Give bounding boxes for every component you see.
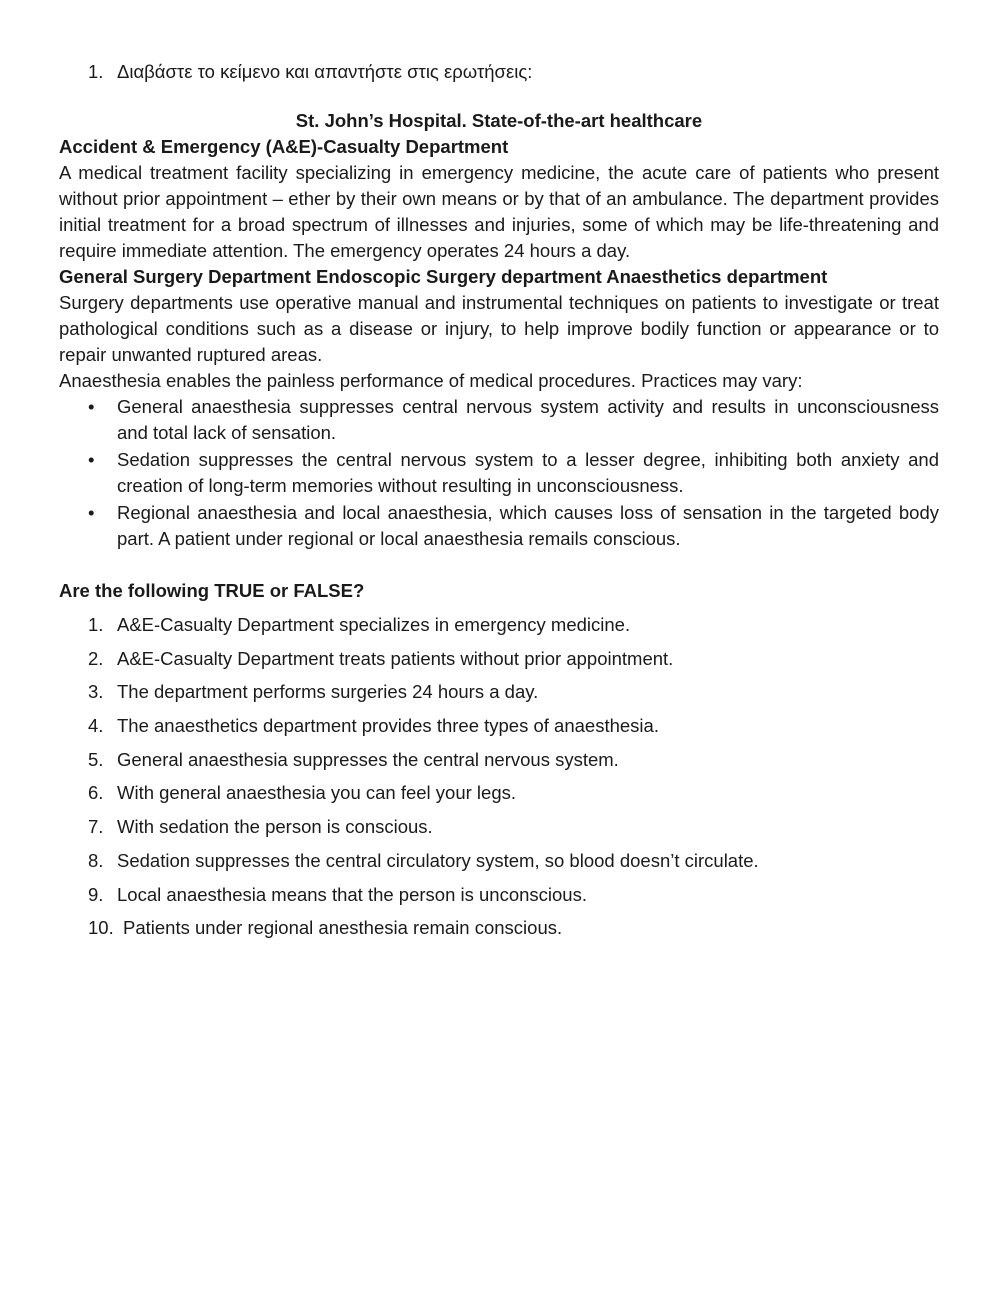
ae-section-paragraph: A medical treatment facility specializing in emergency medicine, the acute care of patients who present without prior appointment – ether by their own means or by that of an ambulance. The department provides initial treatment for a broad spectrum of illnesses and injuries, some of which may be life-threatening and require immediate attention. The emergency operates 24 hours a day. — [59, 162, 939, 261]
bullet-icon: • — [88, 502, 95, 523]
instruction-line — [88, 60, 532, 84]
question-number: 3. — [88, 681, 104, 703]
instruction-number: 1. — [88, 61, 104, 82]
bullet-item — [59, 394, 939, 446]
question-item — [59, 713, 939, 739]
true-false-heading: Are the following TRUE or FALSE? — [59, 580, 365, 601]
question-item — [59, 915, 939, 941]
question-number: 8. — [88, 849, 104, 871]
surgery-paragraph: Surgery departments use operative manual and instrumental techniques on patients to investigate or treat pathological conditions such as a disease or injury, to help improve bodily function or appearance or to repair unwanted ruptured areas. — [59, 292, 939, 365]
question-item — [59, 848, 939, 874]
instruction-text: Διαβάστε το κείμενο και απαντήστε στις ερωτήσεις: — [117, 61, 533, 82]
question-item — [59, 646, 939, 672]
question-item — [59, 747, 939, 773]
question-number: 1. — [88, 614, 104, 635]
question-text: With sedation the person is conscious. — [117, 816, 433, 838]
reading-content — [59, 108, 939, 949]
surgery-section-heading: General Surgery Department Endoscopic Surgery department Anaesthetics department — [59, 266, 828, 287]
bullet-icon: • — [88, 396, 95, 417]
bullet-icon: • — [88, 449, 95, 470]
bullet-text: Regional anaesthesia and local anaesthesia, which causes loss of sensation in the targeted body part. A patient under regional or local anaesthesia remails conscious. — [117, 502, 939, 549]
question-text: A&E-Casualty Department treats patients without prior appointment. — [117, 647, 674, 669]
true-false-question-list — [59, 612, 939, 941]
page-title: St. John’s Hospital. State-of-the-art healthcare — [295, 110, 703, 131]
question-text: General anaesthesia suppresses the central nervous system. — [117, 748, 619, 770]
question-text: Patients under regional anesthesia remain conscious. — [123, 917, 563, 939]
question-number: 10. — [88, 917, 114, 939]
ae-section-heading: Accident & Emergency (A&E)-Casualty Department — [59, 136, 509, 157]
question-text: The anaesthetics department provides three types of anaesthesia. — [117, 715, 659, 737]
question-text: A&E-Casualty Department specializes in emergency medicine. — [117, 614, 631, 635]
question-item — [59, 882, 939, 908]
question-number: 9. — [88, 883, 104, 905]
bullet-text: Sedation suppresses the central nervous system to a lesser degree, inhibiting both anxiety and creation of long-term memories without resulting in unconsciousness. — [117, 449, 939, 496]
question-item — [59, 780, 939, 806]
bullet-item — [59, 500, 939, 552]
question-text: Local anaesthesia means that the person is unconscious. — [117, 883, 587, 905]
question-number: 4. — [88, 715, 104, 737]
bullet-text: General anaesthesia suppresses central nervous system activity and results in unconsciousness and total lack of sensation. — [117, 396, 939, 443]
question-number: 6. — [88, 782, 104, 804]
question-number: 5. — [88, 748, 104, 770]
question-number: 2. — [88, 647, 104, 669]
anaesthesia-intro-paragraph: Anaesthesia enables the painless performance of medical procedures. Practices may vary: — [59, 370, 803, 391]
question-item — [59, 612, 939, 638]
question-number: 7. — [88, 816, 104, 838]
question-text: With general anaesthesia you can feel your legs. — [117, 782, 517, 804]
question-text: Sedation suppresses the central circulatory system, so blood doesn’t circulate. — [117, 849, 759, 871]
bullet-item — [59, 447, 939, 499]
question-text: The department performs surgeries 24 hours a day. — [117, 681, 539, 703]
anaesthesia-bullet-list — [59, 394, 939, 552]
question-item — [59, 679, 939, 705]
question-item — [59, 814, 939, 840]
